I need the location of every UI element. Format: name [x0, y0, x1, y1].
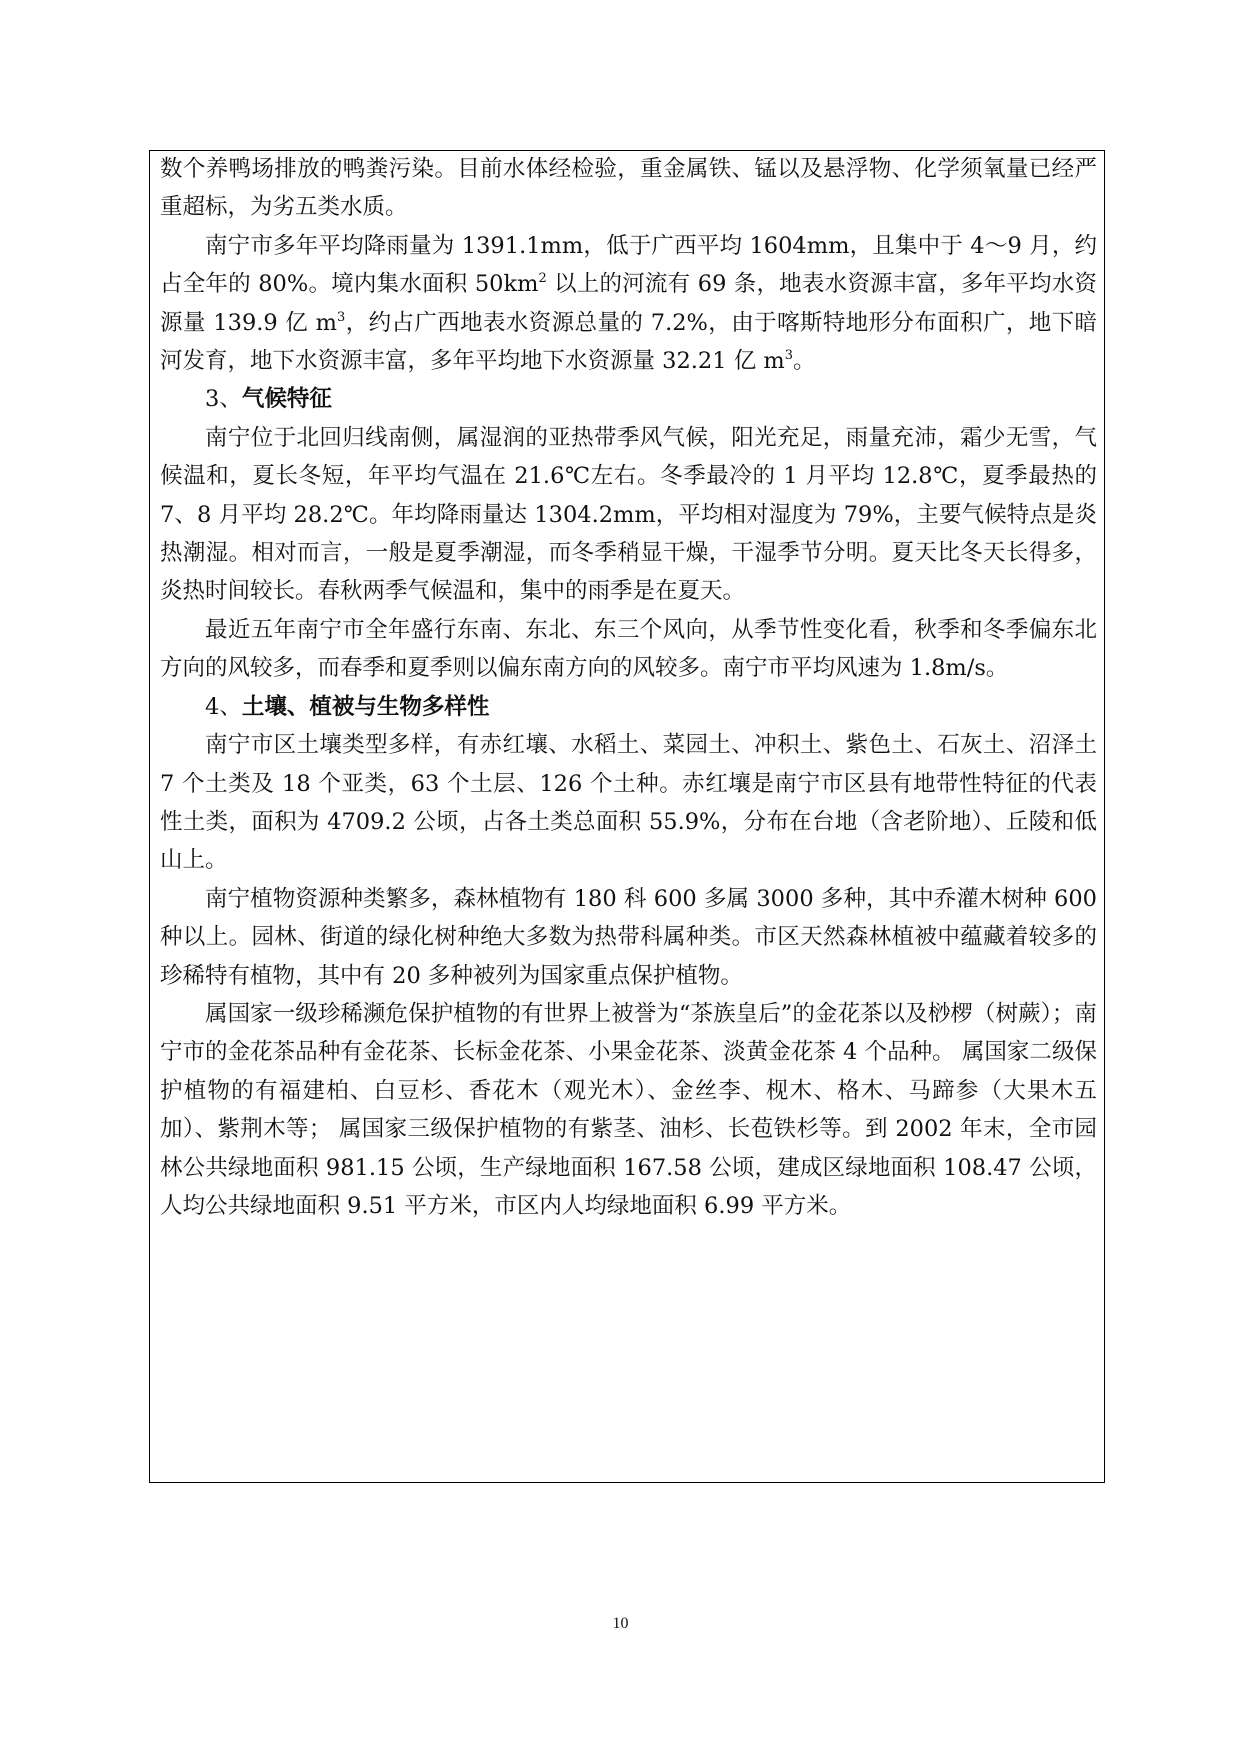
section-title-climate: 气候特征	[241, 386, 332, 413]
superscript-m3-a: 3	[337, 309, 346, 325]
page-number: 10	[612, 1615, 629, 1632]
paragraph-soil: 南宁市区土壤类型多样，有赤红壤、水稻土、菜园土、冲积土、紫色土、石灰土、沼泽土 7 个土类及 18 个亚类，63 个土层、126 个土种。赤红壤是南宁市区县有地带性特征的代表性土类，面积为 4709.2 公顷，占各土类总面积 55.9%，分布在台地（含老阶地）、丘陵和低山上。	[160, 732, 1097, 874]
paragraph-protected-plants: 属国家一级珍稀濒危保护植物的有世界上被誉为“茶族皇后”的金花茶以及桫椤（树蕨）；南宁市的金花茶品种有金花茶、长标金花茶、小果金花茶、淡黄金花茶 4 个品种。 属国家二级保护植物的有福建柏、白豆杉、香花木（观光木）、金丝李、枧木、格木、马蹄参（大果木五加）、紫荆木等； 属国家三级保护植物的有紫茎、油杉、长苞铁杉等。到 2002 年末，全市园林公共绿地面积 981.15 公顷，生产绿地面积 167.58 公顷，建成区绿地面积 108.47 公顷，人均公共绿地面积 9.51 平方米，市区内人均绿地面积 6.99 平方米。	[160, 1000, 1097, 1219]
paragraph-water-pollution: 数个养鸭场排放的鸭粪污染。目前水体经检验，重金属铁、锰以及悬浮物、化学须氧量已经严重超标，为劣五类水质。	[160, 156, 1097, 221]
paragraph-plants: 南宁植物资源种类繁多，森林植物有 180 科 600 多属 3000 多种，其中乔灌木树种 600 种以上。园林、街道的绿化树种绝大多数为热带科属种类。市区天然森林植被中蕴藏着较多的珍稀特有植物，其中有 20 多种被列为国家重点保护植物。	[160, 885, 1097, 989]
paragraph-climate: 南宁位于北回归线南侧，属湿润的亚热带季风气候，阳光充足，雨量充沛，霜少无雪，气候温和，夏长冬短，年平均气温在 21.6℃左右。冬季最冷的 1 月平均 12.8℃，夏季最热的 7、8 月平均 28.2℃。年均降雨量达 1304.2mm，平均相对湿度为 79%，主要气候特点是炎热潮湿。相对而言，一般是夏季潮湿，而冬季稍显干燥，干湿季节分明。夏天比冬天长得多，炎热时间较长。春秋两季气候温和，集中的雨季是在夏天。	[160, 424, 1097, 605]
water-resources-text-2: 以上的河流有 69 条，地表水资源丰富，多年平均水资源量 139.9 亿 m	[160, 271, 1097, 336]
water-resources-text-1: 南宁市多年平均降雨量为 1391.1mm，低于广西平均 1604mm，且集中于 4～9 月，约占全年的 80%。境内集水面积 50km	[160, 232, 1097, 298]
water-resources-text-4: 。	[793, 348, 816, 375]
section-title-soil: 土壤、植被与生物多样性	[241, 693, 490, 720]
section-heading-soil	[160, 688, 1097, 726]
paragraph-water-resources	[160, 227, 1097, 381]
section-heading-climate	[160, 380, 1097, 418]
document-body	[160, 150, 1097, 1225]
paragraph-wind: 最近五年南宁市全年盛行东南、东北、东三个风向，从季节性变化看，秋季和冬季偏东北方向的风较多，而春季和夏季则以偏东南方向的风较多。南宁市平均风速为 1.8m/s。	[160, 616, 1097, 682]
superscript-km2: 2	[538, 271, 547, 287]
section-number-climate: 3、	[205, 386, 242, 413]
superscript-m3-b: 3	[784, 348, 793, 364]
section-number-soil: 4、	[205, 693, 242, 720]
water-resources-text-3: ，约占广西地表水资源总量的 7.2%，由于喀斯特地形分布面积广，地下暗河发育，地下水资源丰富，多年平均地下水资源量 32.21 亿 m	[160, 309, 1097, 375]
